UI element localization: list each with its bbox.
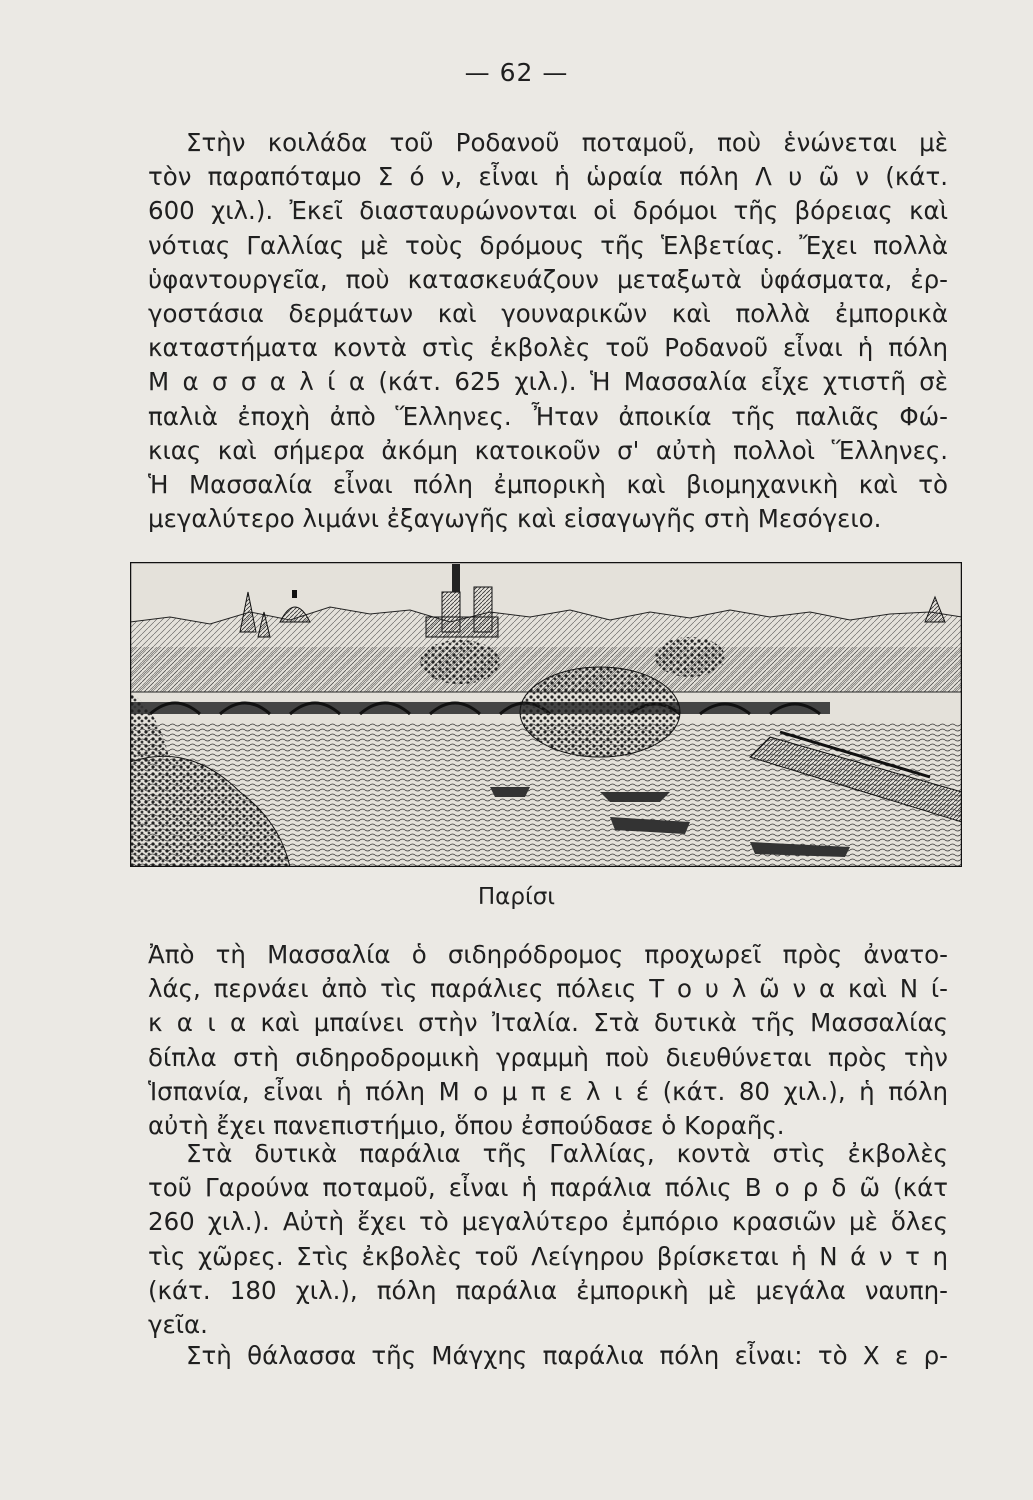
figure-caption: Παρίσι <box>477 884 556 910</box>
text-line: κ α ι α καὶ μπαίνει στὴν Ἰταλία. Στὰ δυτικὰ τῆς Μασσαλίας <box>148 1008 948 1038</box>
paragraph-channel <box>148 1339 948 1373</box>
page-number: — 62 — <box>464 58 569 87</box>
text-line: 600 χιλ.). Ἐκεῖ διασταυρώνονται οἱ δρόμοι τῆς βόρειας καὶ <box>148 196 948 226</box>
paris-engraving <box>130 562 962 867</box>
text-line: τὸν παραπόταμο Σ ό ν, εἶναι ἡ ὡραία πόλη Λ υ ῶ ν (κάτ. <box>148 162 948 192</box>
paris-illustration <box>130 562 962 867</box>
text-line: ὑφαντουργεῖα, ποὺ κατασκευάζουν μεταξωτὰ ὑφάσματα, ἐρ- <box>148 264 948 294</box>
text-line: καταστήματα κοντὰ στὶς ἐκβολὲς τοῦ Ροδανοῦ εἶναι ἡ πόλη <box>148 333 948 363</box>
text-line: Ἀπὸ τὴ Μασσαλία ὁ σιδηρόδρομος προχωρεῖ πρὸς ἀνατο- <box>148 940 948 969</box>
text-line: Ἡ Μασσαλία εἶναι πόλη ἐμπορικὴ καὶ βιομηχανικὴ καὶ τὸ <box>148 470 948 500</box>
text-line: Στὴ θάλασσα τῆς Μάγχης παράλια πόλη εἶναι: τὸ Χ ε ρ- <box>186 1341 948 1370</box>
text-line: λάς, περνάει ἀπὸ τὶς παράλιες πόλεις Τ ο υ λ ῶ ν α καὶ Ν ί- <box>148 974 948 1004</box>
text-line: μεγαλύτερο λιμάνι ἐξαγωγῆς καὶ εἰσαγωγῆς στὴ Μεσόγειο. <box>148 504 882 534</box>
text-line: Στὰ δυτικὰ παράλια τῆς Γαλλίας, κοντὰ στὶς ἐκβολὲς <box>186 1139 948 1168</box>
text-line: νότιας Γαλλίας μὲ τοὺς δρόμους τῆς Ἑλβετίας. Ἔχει πολλὰ <box>148 230 948 260</box>
text-line: (κάτ. 180 χιλ.), πόλη παράλια ἐμπορικὴ μὲ μεγάλα ναυπη- <box>148 1275 948 1305</box>
text-line: γοστάσια δερμάτων καὶ γουναρικῶν καὶ πολλὰ ἐμπορικὰ <box>148 299 948 329</box>
text-line: κιας καὶ σήμερα ἀκόμη κατοικοῦν σ' αὐτὴ πολλοὶ Ἕλληνες. <box>148 435 948 465</box>
paragraph-bordeaux-nantes <box>148 1137 948 1342</box>
text-line: αὐτὴ ἔχει πανεπιστήμιο, ὅπου ἐσπούδασε ὁ Κοραῆς. <box>148 1111 785 1141</box>
text-line: 260 χιλ.). Αὐτὴ ἔχει τὸ μεγαλύτερο ἐμπόριο κρασιῶν μὲ ὅλες <box>148 1207 948 1237</box>
paragraph-lyon-marseille <box>148 126 948 536</box>
text-line: Μ α σ σ α λ ί α (κάτ. 625 χιλ.). Ἡ Μασσαλία εἶχε χτιστῆ σὲ <box>148 367 948 397</box>
text-line: γεῖα. <box>148 1310 208 1340</box>
paragraph-toulon-montpellier <box>148 938 948 1143</box>
text-line: Στὴν κοιλάδα τοῦ Ροδανοῦ ποταμοῦ, ποὺ ἑνώνεται μὲ <box>186 128 948 157</box>
text-line: δίπλα στὴ σιδηροδρομικὴ γραμμὴ ποὺ διευθύνεται πρὸς τὴν <box>148 1042 948 1072</box>
text-line: τοῦ Γαρούνα ποταμοῦ, εἶναι ἡ παράλια πόλις Β ο ρ δ ῶ (κάτ <box>148 1173 948 1203</box>
text-line: Ἱσπανία, εἶναι ἡ πόλη Μ ο μ π ε λ ι έ (κάτ. 80 χιλ.), ἡ πόλη <box>148 1076 948 1106</box>
text-line: παλιὰ ἐποχὴ ἀπὸ Ἕλληνες. Ἦταν ἀποικία τῆς παλιᾶς Φώ- <box>148 401 948 431</box>
text-line: τὶς χῶρες. Στὶς ἐκβολὲς τοῦ Λείγηρου βρίσκεται ἡ Ν ά ν τ η <box>148 1241 948 1271</box>
